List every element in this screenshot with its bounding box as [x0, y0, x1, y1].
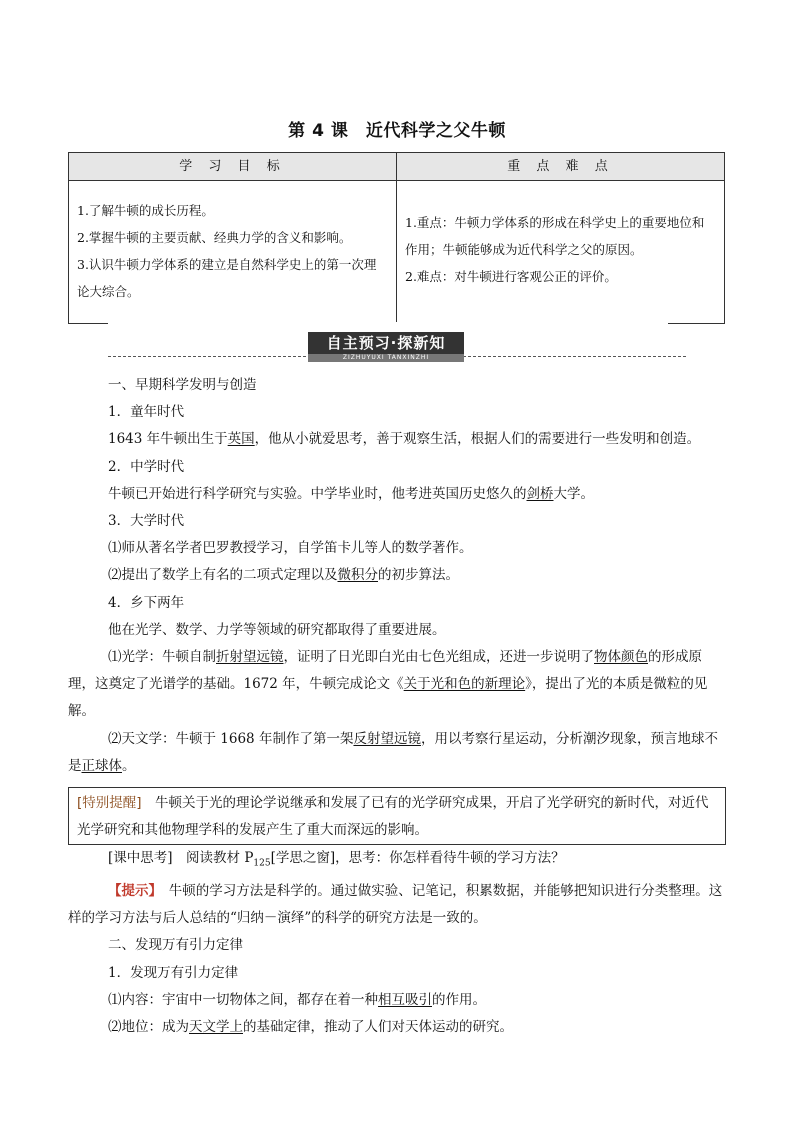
goal-item: 1.了解牛顿的成长历程。	[77, 203, 214, 218]
paragraph: 他在光学、数学、力学等领域的研究都取得了重要进展。	[108, 621, 446, 638]
page-title: 第 4 课 近代科学之父牛顿	[288, 121, 506, 141]
fill-blank: 剑桥	[526, 485, 554, 502]
fill-blank: 正球体	[81, 757, 122, 774]
subsection-title: 2．中学时代	[108, 458, 185, 475]
key-points-list	[397, 181, 724, 323]
key-points-header: 重 点 难 点	[397, 153, 724, 181]
banner-pinyin: ZIZHUYUXI TANXINZHI	[308, 354, 464, 362]
key-point-item: 2.难点：对牛顿进行客观公正的评价。	[405, 269, 617, 284]
think-answer: 【提示】 牛顿的学习方法是科学的。通过做实验、记笔记，积累数据，并能够把知识进行分类整理。这样的学习方法与后人总结的“归纳－演绎”的科学的研究方法是一致的。	[68, 882, 723, 927]
fill-blank: 英国	[227, 431, 255, 448]
tip-tag: 【提示】	[108, 882, 156, 899]
paragraph: 1643 年牛顿出生于英国，他从小就爱思考，善于观察生活，根据人们的需要进行一些发明和创造。	[108, 431, 701, 448]
lower-content	[68, 845, 728, 1041]
reminder-text: 牛顿关于光的理论学说继承和发展了已有的光学研究成果，开启了光学研究的新时代，对近代光学研究和其他物理学科的发展产生了重大而深远的影响。	[77, 795, 709, 838]
fill-blank: 关于光和色的新理论	[403, 676, 526, 693]
subsection-title: 1．发现万有引力定律	[108, 964, 239, 981]
think-question: [课中思考] 阅读教材 $P_{125}$[学思之窗]，思考：你怎样看待牛顿的学习方法？	[108, 850, 565, 869]
think-tag: [课中思考]	[108, 850, 173, 866]
section-early-inventions	[68, 372, 728, 780]
paragraph: ⑵地位：成为天文学上的基础定律，推动了人们对天体运动的研究。	[108, 1018, 513, 1035]
paragraph: ⑵天文学：牛顿于 1668 年制作了第一架反射望远镜，用以考察行星运动，分析潮汐现象，预言地球不是正球体。	[68, 730, 718, 774]
goal-item: 3.认识牛顿力学体系的建立是自然科学史上的第一次理论大综合。	[77, 257, 377, 299]
fill-blank: 微积分	[337, 567, 378, 584]
subsection-title: 1．童年时代	[108, 404, 185, 421]
paragraph: ⑴内容：宇宙中一切物体之间，都存在着一种相互吸引的作用。	[108, 991, 486, 1008]
section-heading: 一、早期科学发明与创造	[108, 377, 257, 393]
goals-table	[68, 152, 725, 324]
paragraph: ⑴光学：牛顿自制折射望远镜，证明了日光即白光由七色光组成，还进一步说明了物体颜色的形成原理，这奠定了光谱学的基础。1672 年，牛顿完成论文《关于光和色的新理论》，提出了光的本质是微粒的见解。	[68, 649, 708, 720]
fill-blank: 天文学上	[189, 1018, 243, 1035]
learning-goals-list	[69, 181, 397, 323]
key-point-item: 1.重点：牛顿力学体系的形成在科学史上的重要地位和作用；牛顿能够成为近代科学之父的原因。	[405, 215, 705, 257]
banner-label: 自主预习·探新知	[308, 332, 464, 354]
section-heading: 二、发现万有引力定律	[108, 937, 243, 954]
paragraph: ⑴师从著名学者巴罗教授学习，自学笛卡儿等人的数学著作。	[108, 540, 473, 557]
paragraph: 牛顿已开始进行科学研究与实验。中学毕业时，他考进英国历史悠久的剑桥大学。	[108, 485, 594, 502]
learning-goals-header: 学 习 目 标	[69, 153, 397, 181]
section-banner	[108, 332, 686, 360]
subsection-title: 3．大学时代	[108, 513, 185, 530]
fill-blank: 物体颜色	[594, 649, 648, 666]
fill-blank: 相互吸引	[378, 991, 432, 1008]
fill-blank: 折射望远镜	[216, 649, 284, 666]
subsection-title: 4．乡下两年	[108, 594, 185, 611]
goal-item: 2.掌握牛顿的主要贡献、经典力学的含义和影响。	[77, 230, 352, 245]
paragraph: ⑵提出了数学上有名的二项式定理以及微积分的初步算法。	[108, 567, 459, 584]
fill-blank: 反射望远镜	[353, 730, 421, 747]
special-reminder-box	[68, 787, 726, 845]
reminder-tag: [特别提醒]	[77, 795, 142, 811]
table-bottom-gap	[108, 322, 668, 326]
